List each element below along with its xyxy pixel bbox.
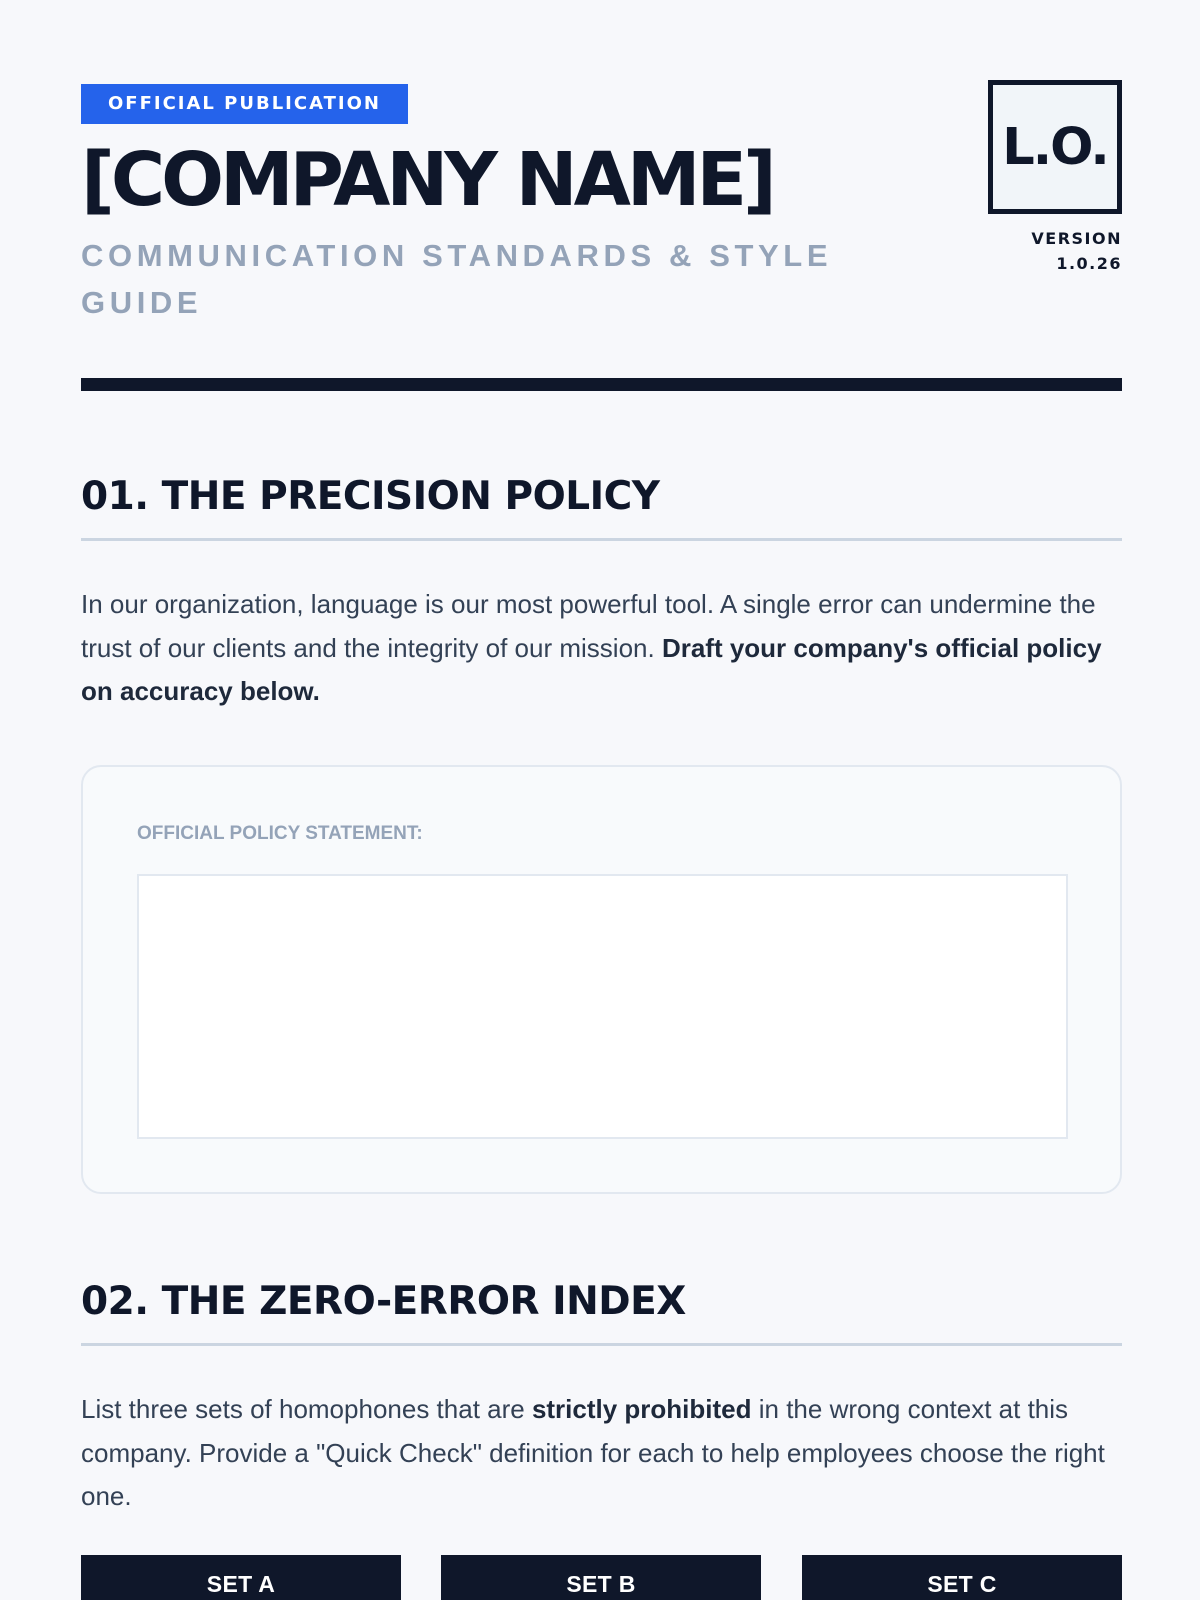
set-b-header: SET B xyxy=(441,1555,761,1600)
section-title-zero-error-index: 02. THE ZERO-ERROR INDEX xyxy=(81,1279,686,1324)
intro-emphasis-text: Draft your company's official policy on accuracy below. xyxy=(81,632,1102,706)
company-name-title: [COMPANY NAME] xyxy=(81,137,773,223)
policy-statement-input[interactable] xyxy=(137,874,1068,1139)
document-subtitle: COMMUNICATION STANDARDS & STYLE GUIDE xyxy=(81,238,833,320)
intro-text-part1: List three sets of homophones that are xyxy=(81,1394,532,1424)
intro-emphasis-text: strictly prohibited xyxy=(531,1394,752,1424)
policy-statement-label: OFFICIAL POLICY STATEMENT: xyxy=(137,823,423,844)
publication-badge: OFFICIAL PUBLICATION xyxy=(81,84,408,124)
version-info xyxy=(1031,226,1122,276)
set-a-header: SET A xyxy=(81,1555,401,1600)
section-divider xyxy=(81,538,1122,541)
section-title-precision-policy: 01. THE PRECISION POLICY xyxy=(81,474,660,519)
section-intro-text xyxy=(81,1388,1122,1519)
section-intro-text xyxy=(81,583,1122,714)
policy-statement-card xyxy=(81,765,1122,1194)
set-c-header: SET C xyxy=(802,1555,1122,1600)
logo-placeholder xyxy=(988,80,1122,214)
logo-initials: L.O. xyxy=(1002,117,1108,177)
style-guide-page xyxy=(81,0,1122,1600)
intro-plain-text: In our organization, language is our most powerful tool. A single error can undermine the trust of our clients and the integrity of our mission. xyxy=(81,589,1096,663)
version-label: VERSION xyxy=(1031,229,1122,248)
section-divider xyxy=(81,1343,1122,1346)
intro-text-part2: in the wrong context at this company. Provide a "Quick Check" definition for each to help employees choose the right one. xyxy=(81,1394,1105,1511)
header-divider xyxy=(81,378,1122,391)
document-header xyxy=(81,0,1122,392)
version-number: 1.0.26 xyxy=(1056,254,1122,273)
